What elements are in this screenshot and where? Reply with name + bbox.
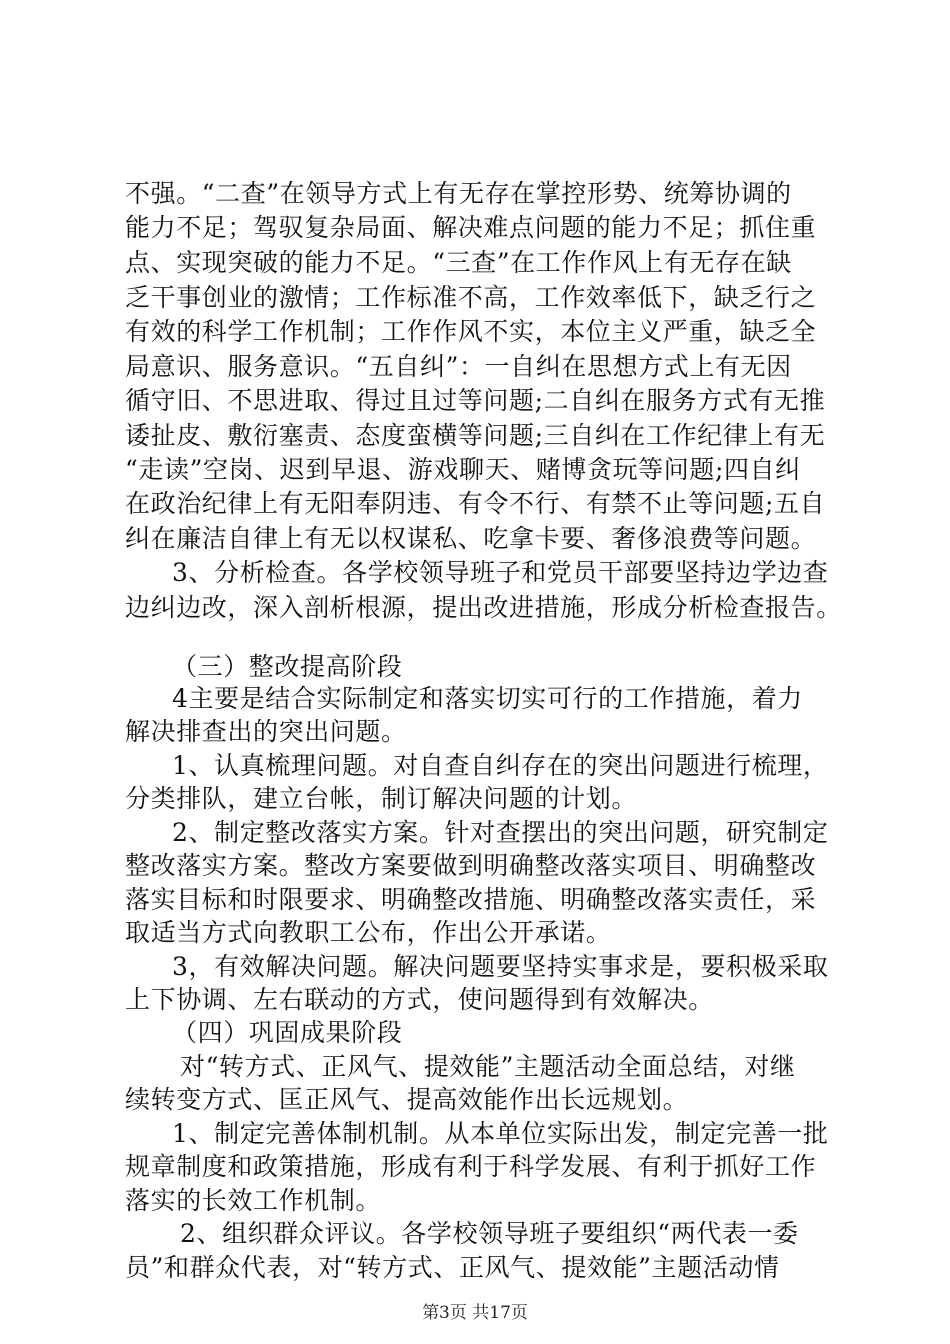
text-line: 循守旧、不思进取、得过且过等问题;二自纠在服务方式有无推 bbox=[125, 386, 826, 415]
section-heading: （三）整改提高阶段 bbox=[172, 652, 403, 681]
text-line: 规章制度和政策措施，形成有利于科学发展、有利于抓好工作 bbox=[125, 1152, 817, 1181]
text-line: 诿扯皮、敷衍塞责、态度蛮横等问题;三自纠在工作纪律上有无 bbox=[125, 421, 826, 450]
text-line: 解决排查出的突出问题。 bbox=[125, 717, 407, 746]
section-heading: （四）巩固成果阶段 bbox=[172, 1018, 403, 1047]
text-line: 边纠边改，深入剖析根源，提出改进措施，形成分析检查报告。 bbox=[125, 593, 842, 622]
text-line: 乏干事创业的激情；工作标准不高，工作效率低下，缺乏行之 bbox=[125, 283, 817, 312]
text-line: 纠在廉洁自律上有无以权谋私、吃拿卡要、奢侈浪费等问题。 bbox=[125, 524, 817, 553]
text-line: “走读”空岗、迟到早退、游戏聊天、赌博贪玩等问题;四自纠 bbox=[125, 455, 801, 484]
text-line: 不强。“二查”在领导方式上有无存在掌控形势、统筹协调的 bbox=[125, 179, 792, 208]
text-line: 续转变方式、匡正风气、提高效能作出长远规划。 bbox=[125, 1085, 689, 1114]
text-line: 能力不足；驾驭复杂局面、解决难点问题的能力不足；抓住重 bbox=[125, 213, 817, 242]
text-line: 在政治纪律上有无阳奉阴违、有令不行、有禁不止等问题;五自 bbox=[125, 489, 826, 518]
text-line: 整改落实方案。整改方案要做到明确整改落实项目、明确整改 bbox=[125, 851, 817, 880]
text-line: 落实目标和时限要求、明确整改措施、明确整改落实责任，采 bbox=[125, 885, 817, 914]
text-line: 3，有效解决问题。解决问题要坚持实事求是，要积极采取 bbox=[172, 952, 829, 981]
text-line: 3、分析检查。各学校领导班子和党员干部要坚持边学边查 bbox=[172, 558, 829, 587]
text-line: 2、组织群众评议。各学校领导班子要组织“两代表一委 bbox=[180, 1219, 799, 1248]
text-line: 上下协调、左右联动的方式，使问题得到有效解决。 bbox=[125, 985, 714, 1014]
text-line: 1、认真梳理问题。对自查自纠存在的突出问题进行梳理， bbox=[172, 751, 829, 780]
text-line: 有效的科学工作机制；工作作风不实，本位主义严重，缺乏全 bbox=[125, 317, 817, 346]
text-line: 对“转方式、正风气、提效能”主题活动全面总结，对继 bbox=[180, 1052, 796, 1081]
text-line: 4主要是结合实际制定和落实切实可行的工作措施，着力 bbox=[172, 684, 803, 713]
text-line: 员”和群众代表，对“转方式、正风气、提效能”主题活动情 bbox=[125, 1253, 780, 1282]
text-line: 取适当方式向教职工公布，作出公开承诺。 bbox=[125, 918, 612, 947]
text-line: 点、实现突破的能力不足。“三查”在工作作风上有无存在缺 bbox=[125, 248, 792, 277]
page-number-footer: 第3页 共17页 bbox=[422, 1303, 528, 1323]
text-line: 落实的长效工作机制。 bbox=[125, 1186, 382, 1215]
text-line: 局意识、服务意识。“五自纠”：一自纠在思想方式上有无因 bbox=[125, 352, 792, 381]
text-line: 1、制定完善体制机制。从本单位实际出发，制定完善一批 bbox=[172, 1119, 829, 1148]
text-line: 2、制定整改落实方案。针对查摆出的突出问题，研究制定 bbox=[172, 818, 829, 847]
text-line: 分类排队，建立台帐，制订解决问题的计划。 bbox=[125, 784, 638, 813]
